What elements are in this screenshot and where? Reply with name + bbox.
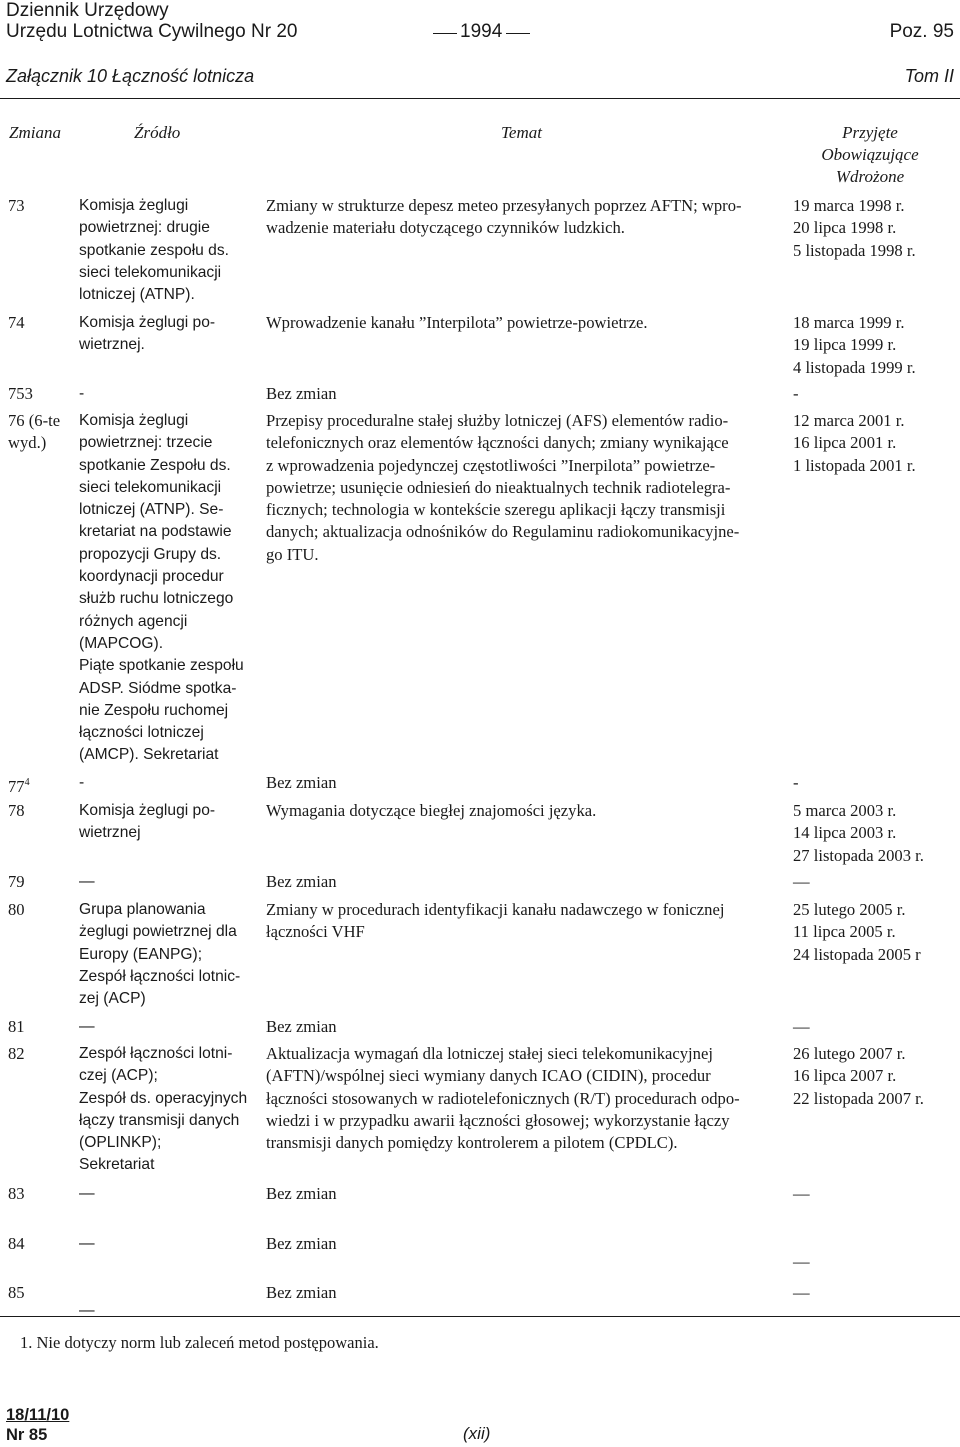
row-dates-line: 18 marca 1999 r. — [793, 313, 905, 332]
row-number-line: 82 — [8, 1044, 25, 1063]
row-source-line: kretariat na podstawie — [79, 523, 232, 541]
row-number-line: 79 — [8, 872, 25, 891]
row-subject — [266, 383, 776, 405]
row-source-line: — — [79, 1302, 95, 1319]
row-number-line: 81 — [8, 1017, 25, 1036]
row-source-line: sieci telekomunikacji — [79, 478, 222, 496]
row-subject-line: Bez zmian — [266, 1184, 337, 1203]
row-source — [79, 410, 259, 767]
row-source-line: (OPLINKP); — [79, 1134, 162, 1152]
row-source-line: ADSP. Siódme spotka- — [79, 679, 237, 697]
annex-title: Załącznik 10 Łączność lotnicza — [6, 66, 255, 86]
footer-date: 18/11/10 — [6, 1406, 70, 1424]
row-number-line: 78 — [8, 801, 25, 820]
row-subject-line: z wprowadzenia pojedynczej częstotliwości ”Inerpilota” powietrze- — [266, 455, 716, 475]
row-dates-line: 27 listopada 2003 r. — [793, 845, 924, 865]
row-subject-line: ficznych; technologia w kontekście szeregu aplikacji łączy transmisji — [266, 500, 726, 520]
row-source — [79, 1183, 259, 1205]
row-subject — [266, 1233, 776, 1255]
row-subject — [266, 871, 776, 893]
row-source — [79, 1233, 259, 1255]
row-number — [8, 410, 78, 455]
row-subject-line: transmisji danych pomiędzy kontrolerem a pilotem (CPDLC). — [266, 1133, 678, 1153]
row-number-line: wyd.) — [8, 433, 47, 453]
row-number — [8, 195, 78, 217]
footnote-reference: 4 — [24, 777, 30, 788]
journal-title-line2: Urzędu Lotnictwa Cywilnego Nr 20 — [6, 21, 298, 42]
row-subject-line: Wymagania dotyczące biegłej znajomości języka. — [266, 801, 597, 820]
row-source-line: powietrznej: drugie — [79, 219, 210, 237]
row-number-line: 85 — [8, 1283, 25, 1302]
row-source-line: koordynacji procedur — [79, 568, 224, 586]
row-subject-line: (AFTN)/wspólnej sieci wymiany danych ICAO (CIDIN), procedur — [266, 1066, 711, 1086]
row-number — [8, 772, 78, 798]
year-rule-right — [506, 33, 530, 34]
row-source-line: (MAPCOG). — [79, 634, 164, 652]
volume: Tom II — [904, 66, 954, 86]
row-number — [8, 871, 78, 893]
row-subject-line: Bez zmian — [266, 1234, 337, 1253]
row-subject — [266, 1016, 776, 1038]
row-source-line: wietrznej — [79, 824, 141, 842]
column-header-dates — [790, 122, 950, 188]
row-source-line: Komisja żeglugi — [79, 197, 189, 214]
row-source-line: różnych agencji — [79, 612, 188, 630]
row-subject-line: Bez zmian — [266, 1283, 337, 1302]
row-number — [8, 899, 78, 921]
row-dates-line: 25 lutego 2005 r. — [793, 900, 906, 919]
row-source-line: Komisja żeglugi — [79, 412, 189, 429]
row-source-line: czej (ACP); — [79, 1067, 158, 1085]
row-dates-line: — — [793, 1184, 810, 1203]
footer-number: Nr 85 — [6, 1426, 48, 1444]
row-dates — [793, 1282, 958, 1304]
row-source — [79, 383, 259, 405]
column-header-source: Źródło — [134, 123, 181, 142]
row-subject-line: Zmiany w strukturze depesz meteo przesyłanych poprzez AFTN; wpro- — [266, 196, 742, 215]
row-dates-line: — — [793, 1283, 810, 1302]
year-rule-left — [433, 33, 457, 34]
row-dates — [793, 1016, 958, 1038]
row-source-line: powietrznej: trzecie — [79, 434, 213, 452]
row-subject-line: Bez zmian — [266, 1017, 337, 1036]
row-dates-line: 14 lipca 2003 r. — [793, 823, 897, 843]
row-source-line: Piąte spotkanie zespołu — [79, 657, 244, 675]
row-subject — [266, 1043, 776, 1154]
row-source-line: łączności lotniczej — [79, 724, 204, 742]
row-subject-line: łączności VHF — [266, 922, 365, 942]
row-source-line: Grupa planowania — [79, 901, 206, 918]
row-source-line: spotkanie zespołu ds. — [79, 241, 229, 259]
footnote-divider — [0, 1316, 960, 1317]
row-subject — [266, 772, 776, 794]
row-number — [8, 800, 78, 822]
row-dates-line: - — [793, 773, 799, 792]
row-subject — [266, 899, 776, 944]
row-dates — [793, 383, 958, 405]
row-dates-line: 5 marca 2003 r. — [793, 801, 897, 820]
row-dates-line: — — [793, 1017, 810, 1036]
row-dates-line: 12 marca 2001 r. — [793, 411, 905, 430]
row-number-line: 753 — [8, 384, 33, 403]
column-header-effective: Obowiązujące — [821, 145, 919, 164]
row-source-line: nie Zespołu ruchomej — [79, 701, 229, 719]
row-subject-line: danych; aktualizacja odnośników do Regulaminu radiokomunikacyjne- — [266, 522, 740, 542]
row-source-line: - — [79, 385, 85, 402]
row-number — [8, 1016, 78, 1038]
row-subject-line: Bez zmian — [266, 384, 337, 403]
row-dates-line: 20 lipca 1998 r. — [793, 218, 897, 238]
row-source-line: (AMCP). Sekretariat — [79, 746, 219, 764]
row-dates-line: — — [793, 872, 810, 891]
row-source-line: propozycji Grupy ds. — [79, 545, 222, 563]
row-dates-line: 22 listopada 2007 r. — [793, 1088, 924, 1108]
row-subject-line: Zmiany w procedurach identyfikacji kanału nadawczego w fonicznej — [266, 900, 725, 919]
row-source-line: Komisja żeglugi po- — [79, 314, 216, 331]
row-subject-line: Wprowadzenie kanału ”Interpilota” powietrze-powietrze. — [266, 313, 648, 332]
row-number-line: 73 — [8, 196, 25, 215]
row-dates-line: 16 lipca 2007 r. — [793, 1066, 897, 1086]
row-subject-line: Bez zmian — [266, 872, 337, 891]
row-source — [79, 195, 259, 306]
row-source-line: Zespół ds. operacyjnych — [79, 1089, 248, 1107]
row-subject-line: Aktualizacja wymagań dla lotniczej stałej sieci telekomunikacyjnej — [266, 1044, 713, 1063]
row-source-line: Zespół łączności lotni- — [79, 1045, 233, 1062]
row-source-line: — — [79, 1235, 95, 1252]
column-header-applicable: Wdrożone — [835, 167, 905, 186]
row-dates-line: — — [793, 1252, 810, 1271]
row-dates — [793, 195, 958, 262]
row-subject-line: go ITU. — [266, 544, 319, 564]
row-source-line: służb ruchu lotniczego — [79, 590, 234, 608]
journal-title-line1: Dziennik Urzędowy — [6, 0, 169, 21]
row-subject — [266, 1282, 776, 1304]
row-number — [8, 1183, 78, 1205]
row-number-line: 84 — [8, 1234, 25, 1253]
column-header-subject: Temat — [501, 123, 542, 142]
row-dates-line: 11 lipca 2005 r. — [793, 922, 896, 942]
row-dates-line: 5 listopada 1998 r. — [793, 240, 916, 260]
row-subject-line: powietrze; usunięcie odniesień do nieaktualnych technik radiotelegra- — [266, 477, 731, 497]
row-source — [79, 800, 259, 845]
row-source-line: wietrznej. — [79, 336, 145, 354]
row-source — [79, 871, 259, 893]
row-number-line: 74 — [8, 313, 25, 332]
row-source — [79, 1043, 259, 1177]
row-dates-line: 1 listopada 2001 r. — [793, 455, 916, 475]
row-source-line: — — [79, 1185, 95, 1202]
row-dates-line: 19 marca 1998 r. — [793, 196, 905, 215]
row-source-line: — — [79, 1018, 95, 1035]
row-source-line: Europy (EANPG); — [79, 945, 203, 963]
position: Poz. 95 — [889, 21, 954, 42]
row-subject-line: Przepisy proceduralne stałej służby lotniczej (AFS) elementów radio- — [266, 411, 729, 430]
row-dates-line: 19 lipca 1999 r. — [793, 335, 897, 355]
row-dates-line: 16 lipca 2001 r. — [793, 433, 897, 453]
row-source — [79, 1016, 259, 1038]
row-subject-line: telefonicznych oraz elementów łączności danych; zmiany wynikające — [266, 433, 729, 453]
row-source-line: lotniczej (ATNP). Se- — [79, 501, 224, 519]
row-dates-line: 24 listopada 2005 r — [793, 944, 921, 964]
row-number — [8, 1233, 78, 1255]
row-source-line: sieci telekomunikacji — [79, 263, 222, 281]
row-number-line: 83 — [8, 1184, 25, 1203]
row-source-line: Sekretariat — [79, 1156, 155, 1174]
row-subject-line: wadzenie materiału dotyczącego czynników ludzkich. — [266, 218, 625, 238]
row-source-line: Zespół łączności lotnic- — [79, 967, 241, 985]
row-dates-line: 26 lutego 2007 r. — [793, 1044, 906, 1063]
row-source-line: - — [79, 774, 85, 791]
footnote: 1. Nie dotyczy norm lub zaleceń metod postępowania. — [20, 1333, 379, 1352]
row-source-line: spotkanie Zespołu ds. — [79, 456, 231, 474]
row-dates — [793, 410, 958, 477]
row-source — [79, 899, 259, 1010]
row-number-line: $77^4$ — [8, 777, 30, 796]
year: 1994 — [460, 21, 503, 42]
row-subject — [266, 800, 776, 822]
row-subject — [266, 410, 776, 566]
row-number-line: 80 — [8, 900, 25, 919]
row-dates — [793, 871, 958, 893]
row-source — [79, 1300, 259, 1322]
row-subject-line: wiedzi i w przypadku awarii łączności głosowej; wykorzystanie łączy — [266, 1110, 730, 1130]
row-source-line: zej (ACP) — [79, 990, 146, 1008]
row-subject-line: Bez zmian — [266, 773, 337, 792]
journal-title — [6, 0, 297, 42]
row-dates — [793, 800, 958, 867]
row-number — [8, 1282, 78, 1304]
row-dates — [793, 1043, 958, 1110]
row-subject-line: łączności stosowanych w radiotelefonicznych (R/T) procedurach odpo- — [266, 1088, 740, 1108]
row-dates — [793, 1183, 958, 1205]
row-dates-line: 4 listopada 1999 r. — [793, 357, 916, 377]
row-source-line: łączy transmisji danych — [79, 1111, 240, 1129]
row-dates — [793, 899, 958, 966]
row-number — [8, 1043, 78, 1065]
row-subject — [266, 1183, 776, 1205]
row-number — [8, 312, 78, 334]
column-header-change: Zmiana — [9, 123, 61, 142]
row-dates — [793, 312, 958, 379]
column-header-adopted: Przyjęte — [842, 123, 898, 142]
row-subject — [266, 312, 776, 334]
row-source-line: lotniczej (ATNP). — [79, 286, 195, 304]
row-number — [8, 383, 78, 405]
row-source-line: żeglugi powietrznej dla — [79, 923, 237, 941]
row-source-line: — — [79, 873, 95, 890]
row-dates — [793, 1251, 958, 1273]
row-source — [79, 312, 259, 357]
row-source-line: Komisja żeglugi po- — [79, 802, 216, 819]
row-source — [79, 772, 259, 794]
row-dates — [793, 772, 958, 794]
row-number-line: 76 (6-te — [8, 411, 61, 430]
row-dates-line: - — [793, 384, 799, 403]
header-divider — [0, 98, 960, 99]
row-subject — [266, 195, 776, 240]
page-number: (xii) — [463, 1424, 491, 1443]
